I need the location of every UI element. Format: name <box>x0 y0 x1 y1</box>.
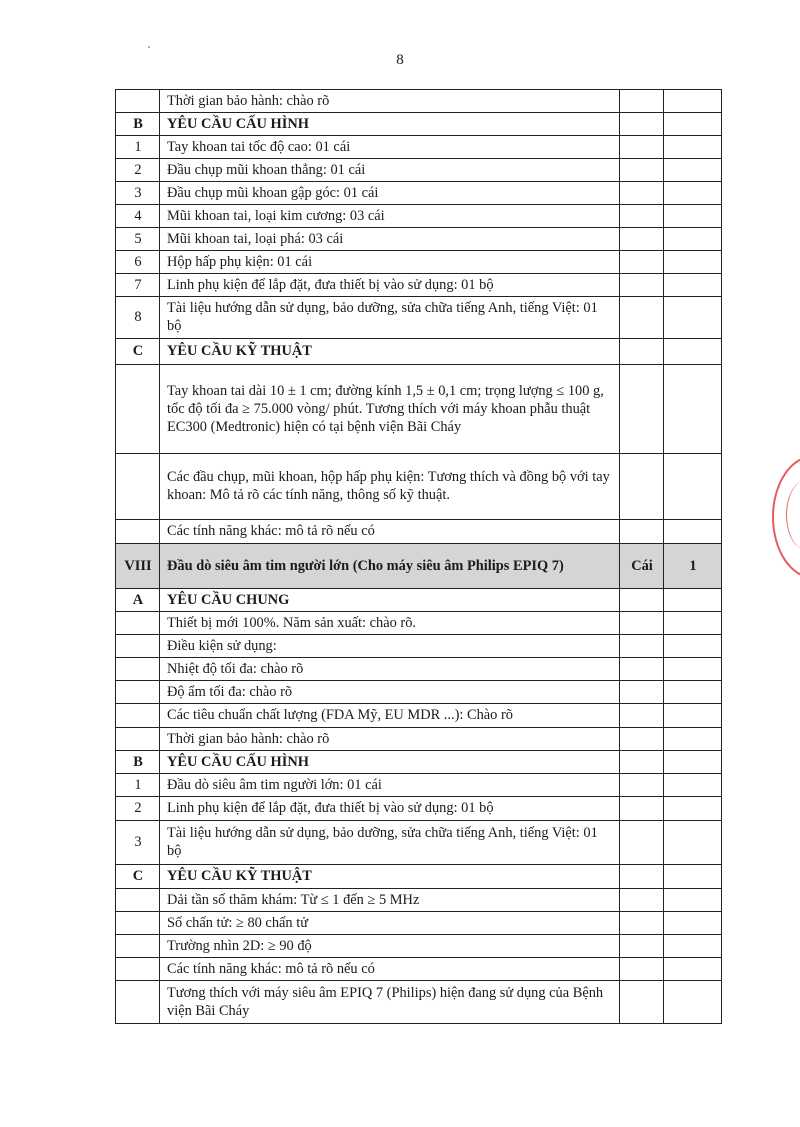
row-number-cell: 6 <box>116 251 160 274</box>
row-quantity-cell <box>664 589 722 612</box>
section-row <box>116 113 722 136</box>
row-number-cell <box>116 912 160 935</box>
table-row <box>116 889 722 912</box>
row-unit-cell <box>620 205 664 228</box>
row-unit-cell <box>620 958 664 981</box>
row-unit-cell <box>620 297 664 339</box>
row-number-cell <box>116 90 160 113</box>
row-description-cell: Các đầu chụp, mũi khoan, hộp hấp phụ kiện: Tương thích và đồng bộ với tay khoan: Mô tả rõ các tính năng, thông số kỹ thuật. <box>160 454 620 520</box>
row-description-cell: Dải tần số thăm khám: Từ ≤ 1 đến ≥ 5 MHz <box>160 889 620 912</box>
row-number-cell: 1 <box>116 774 160 797</box>
row-description-cell: Tay khoan tai tốc độ cao: 01 cái <box>160 136 620 159</box>
table-row <box>116 958 722 981</box>
table-row <box>116 90 722 113</box>
table-row <box>116 912 722 935</box>
row-description-cell: Nhiệt độ tối đa: chào rõ <box>160 658 620 681</box>
section-row <box>116 865 722 889</box>
row-number-cell: 8 <box>116 297 160 339</box>
row-quantity-cell <box>664 889 722 912</box>
row-unit-cell <box>620 454 664 520</box>
row-quantity-cell <box>664 912 722 935</box>
row-quantity-cell <box>664 136 722 159</box>
row-unit-cell <box>620 681 664 704</box>
row-unit-cell <box>620 797 664 821</box>
row-unit-cell <box>620 889 664 912</box>
row-quantity-cell <box>664 865 722 889</box>
table-row <box>116 797 722 821</box>
section-row <box>116 589 722 612</box>
table-row <box>116 520 722 544</box>
row-number-cell <box>116 612 160 635</box>
row-number-cell <box>116 704 160 728</box>
table-row <box>116 205 722 228</box>
row-number-cell <box>116 935 160 958</box>
row-quantity-cell <box>664 728 722 751</box>
table-row <box>116 821 722 865</box>
table-row <box>116 228 722 251</box>
row-number-cell: 5 <box>116 228 160 251</box>
row-description-cell: Các tính năng khác: mô tả rõ nếu có <box>160 520 620 544</box>
row-description-cell: Thiết bị mới 100%. Năm sản xuất: chào rõ. <box>160 612 620 635</box>
section-row <box>116 339 722 365</box>
row-description-cell: YÊU CẦU CHUNG <box>160 589 620 612</box>
row-quantity-cell <box>664 90 722 113</box>
table-row <box>116 182 722 205</box>
table-row <box>116 681 722 704</box>
table-row <box>116 365 722 454</box>
row-number-cell <box>116 958 160 981</box>
specification-table-body <box>116 90 722 1024</box>
table-row <box>116 728 722 751</box>
row-quantity-cell <box>664 339 722 365</box>
row-unit-cell <box>620 912 664 935</box>
row-number-cell: 3 <box>116 821 160 865</box>
row-unit-cell <box>620 339 664 365</box>
row-unit-cell <box>620 612 664 635</box>
row-unit-cell <box>620 865 664 889</box>
row-quantity-cell <box>664 159 722 182</box>
row-description-cell: Tay khoan tai dài 10 ± 1 cm; đường kính 1,5 ± 0,1 cm; trọng lượng ≤ 100 g, tốc độ tối đa ≥ 75.000 vòng/ phút. Tương thích với máy khoan phẫu thuật EC300 (Medtronic) hiện có tại bệnh viện Bãi Cháy <box>160 365 620 454</box>
row-description-cell: Thời gian bảo hành: chào rõ <box>160 728 620 751</box>
table-row <box>116 612 722 635</box>
specification-table <box>115 89 722 1024</box>
row-unit-cell <box>620 704 664 728</box>
row-unit-cell <box>620 274 664 297</box>
row-number-cell: C <box>116 865 160 889</box>
row-quantity-cell <box>664 704 722 728</box>
row-number-cell <box>116 728 160 751</box>
row-unit-cell <box>620 751 664 774</box>
row-description-cell: Đầu chụp mũi khoan thẳng: 01 cái <box>160 159 620 182</box>
row-quantity-cell <box>664 981 722 1024</box>
row-quantity-cell <box>664 797 722 821</box>
row-number-cell: 3 <box>116 182 160 205</box>
row-quantity-cell <box>664 774 722 797</box>
row-unit-cell <box>620 589 664 612</box>
row-unit-cell <box>620 635 664 658</box>
row-unit-cell <box>620 113 664 136</box>
row-number-cell <box>116 365 160 454</box>
row-description-cell: Tài liệu hướng dẫn sử dụng, bảo dưỡng, sửa chữa tiếng Anh, tiếng Việt: 01 bộ <box>160 821 620 865</box>
page-number: 8 <box>396 52 404 68</box>
table-row <box>116 658 722 681</box>
row-quantity-cell <box>664 297 722 339</box>
row-unit-cell <box>620 182 664 205</box>
table-row <box>116 274 722 297</box>
row-description-cell: Các tính năng khác: mô tả rõ nếu có <box>160 958 620 981</box>
row-quantity-cell <box>664 182 722 205</box>
row-quantity-cell <box>664 658 722 681</box>
row-description-cell: Đầu dò siêu âm tim người lớn (Cho máy siêu âm Philips EPIQ 7) <box>160 544 620 589</box>
row-description-cell: Độ ẩm tối đa: chào rõ <box>160 681 620 704</box>
row-quantity-cell <box>664 454 722 520</box>
row-number-cell <box>116 454 160 520</box>
row-quantity-cell <box>664 935 722 958</box>
row-description-cell: Đầu dò siêu âm tim người lớn: 01 cái <box>160 774 620 797</box>
table-row <box>116 704 722 728</box>
row-quantity-cell <box>664 228 722 251</box>
row-number-cell: C <box>116 339 160 365</box>
row-description-cell: YÊU CẦU KỸ THUẬT <box>160 865 620 889</box>
row-description-cell: Đầu chụp mũi khoan gập góc: 01 cái <box>160 182 620 205</box>
row-unit-cell <box>620 520 664 544</box>
row-unit-cell: Cái <box>620 544 664 589</box>
row-unit-cell <box>620 228 664 251</box>
table-row <box>116 981 722 1024</box>
row-number-cell: 4 <box>116 205 160 228</box>
row-description-cell: Linh phụ kiện để lắp đặt, đưa thiết bị vào sử dụng: 01 bộ <box>160 797 620 821</box>
row-description-cell: Số chấn tử: ≥ 80 chấn tử <box>160 912 620 935</box>
section-row <box>116 751 722 774</box>
row-description-cell: Tương thích với máy siêu âm EPIQ 7 (Philips) hiện đang sử dụng của Bệnh viện Bãi Cháy <box>160 981 620 1024</box>
row-description-cell: Tài liệu hướng dẫn sử dụng, bảo dưỡng, sửa chữa tiếng Anh, tiếng Việt: 01 bộ <box>160 297 620 339</box>
row-unit-cell <box>620 658 664 681</box>
row-number-cell: 7 <box>116 274 160 297</box>
row-unit-cell <box>620 981 664 1024</box>
row-unit-cell <box>620 365 664 454</box>
row-quantity-cell <box>664 635 722 658</box>
row-number-cell: 1 <box>116 136 160 159</box>
row-unit-cell <box>620 821 664 865</box>
table-row <box>116 454 722 520</box>
row-number-cell <box>116 658 160 681</box>
row-unit-cell <box>620 774 664 797</box>
row-quantity-cell <box>664 520 722 544</box>
row-description-cell: Mũi khoan tai, loại kim cương: 03 cái <box>160 205 620 228</box>
row-quantity-cell <box>664 205 722 228</box>
row-description-cell: Hộp hấp phụ kiện: 01 cái <box>160 251 620 274</box>
table-row <box>116 935 722 958</box>
row-quantity-cell <box>664 612 722 635</box>
row-unit-cell <box>620 728 664 751</box>
row-description-cell: Các tiêu chuẩn chất lượng (FDA Mỹ, EU MDR ...): Chào rõ <box>160 704 620 728</box>
row-description-cell: Thời gian bảo hành: chào rõ <box>160 90 620 113</box>
row-description-cell: YÊU CẦU CẤU HÌNH <box>160 751 620 774</box>
row-number-cell: 2 <box>116 159 160 182</box>
row-description-cell: YÊU CẦU CẤU HÌNH <box>160 113 620 136</box>
row-unit-cell <box>620 251 664 274</box>
table-row <box>116 774 722 797</box>
row-quantity-cell <box>664 751 722 774</box>
item-header-row <box>116 544 722 589</box>
row-number-cell <box>116 681 160 704</box>
row-number-cell: B <box>116 113 160 136</box>
row-unit-cell <box>620 159 664 182</box>
row-number-cell: B <box>116 751 160 774</box>
table-row <box>116 635 722 658</box>
row-number-cell <box>116 520 160 544</box>
row-quantity-cell <box>664 365 722 454</box>
row-unit-cell <box>620 935 664 958</box>
table-row <box>116 251 722 274</box>
row-description-cell: Linh phụ kiện để lắp đặt, đưa thiết bị vào sử dụng: 01 bộ <box>160 274 620 297</box>
row-number-cell <box>116 889 160 912</box>
row-number-cell: VIII <box>116 544 160 589</box>
row-description-cell: Trường nhìn 2D: ≥ 90 độ <box>160 935 620 958</box>
table-row <box>116 159 722 182</box>
table-row <box>116 297 722 339</box>
row-number-cell: A <box>116 589 160 612</box>
row-unit-cell <box>620 90 664 113</box>
row-number-cell <box>116 981 160 1024</box>
scan-speck <box>148 46 150 48</box>
row-number-cell: 2 <box>116 797 160 821</box>
row-quantity-cell <box>664 821 722 865</box>
row-quantity-cell <box>664 681 722 704</box>
row-number-cell <box>116 635 160 658</box>
row-quantity-cell <box>664 113 722 136</box>
row-unit-cell <box>620 136 664 159</box>
row-description-cell: Mũi khoan tai, loại phá: 03 cái <box>160 228 620 251</box>
row-quantity-cell: 1 <box>664 544 722 589</box>
row-description-cell: Điều kiện sử dụng: <box>160 635 620 658</box>
row-quantity-cell <box>664 274 722 297</box>
row-description-cell: YÊU CẦU KỸ THUẬT <box>160 339 620 365</box>
row-quantity-cell <box>664 251 722 274</box>
table-row <box>116 136 722 159</box>
row-quantity-cell <box>664 958 722 981</box>
